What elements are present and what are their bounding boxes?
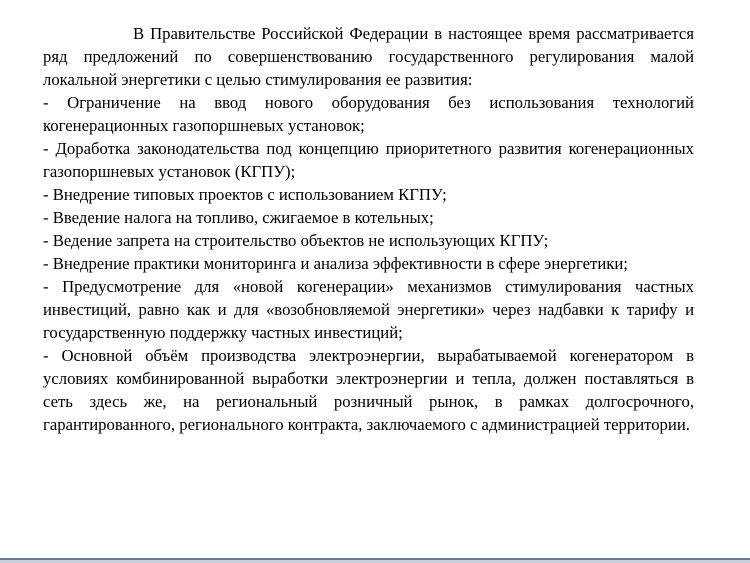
intro-paragraph: В Правительстве Российской Федерации в настоящее время рассматривается ряд предложений по совершенствованию государственного регулирования малой локальной энергетики с целью стимулирования ее развития: [43,24,694,89]
list-item: - Основной объём производства электроэнергии, вырабатываемой когенератором в условиях комбинированной выработки электроэнергии и тепла, должен поставляться в сеть здесь же, на региональный розничный рынок, в рамках долгосрочного, гарантированного, регионального контракта, заключаемого с администрацией территории. [43,346,694,434]
list-item: - Внедрение типовых проектов с использованием КГПУ; [43,185,447,204]
document-body [43,22,694,436]
list-item: - Ведение запрета на строительство объектов не использующих КГПУ; [43,231,549,250]
list-item: - Введение налога на топливо, сжигаемое в котельных; [43,208,434,227]
list-item: - Предусмотрение для «новой когенерации» механизмов стимулирования частных инвестиций, равно как и для «возобновляемой энергетики» через надбавки к тарифу и государственную поддержку частных инвестиций; [43,277,694,342]
list-item: - Доработка законодательства под концепцию приоритетного развития когенерационных газопоршневых установок (КГПУ); [43,139,694,181]
list-item: - Внедрение практики мониторинга и анализа эффективности в сфере энергетики; [43,254,628,273]
list-item: - Ограничение на ввод нового оборудования без использования технологий когенерационных газопоршневых установок; [43,93,694,135]
